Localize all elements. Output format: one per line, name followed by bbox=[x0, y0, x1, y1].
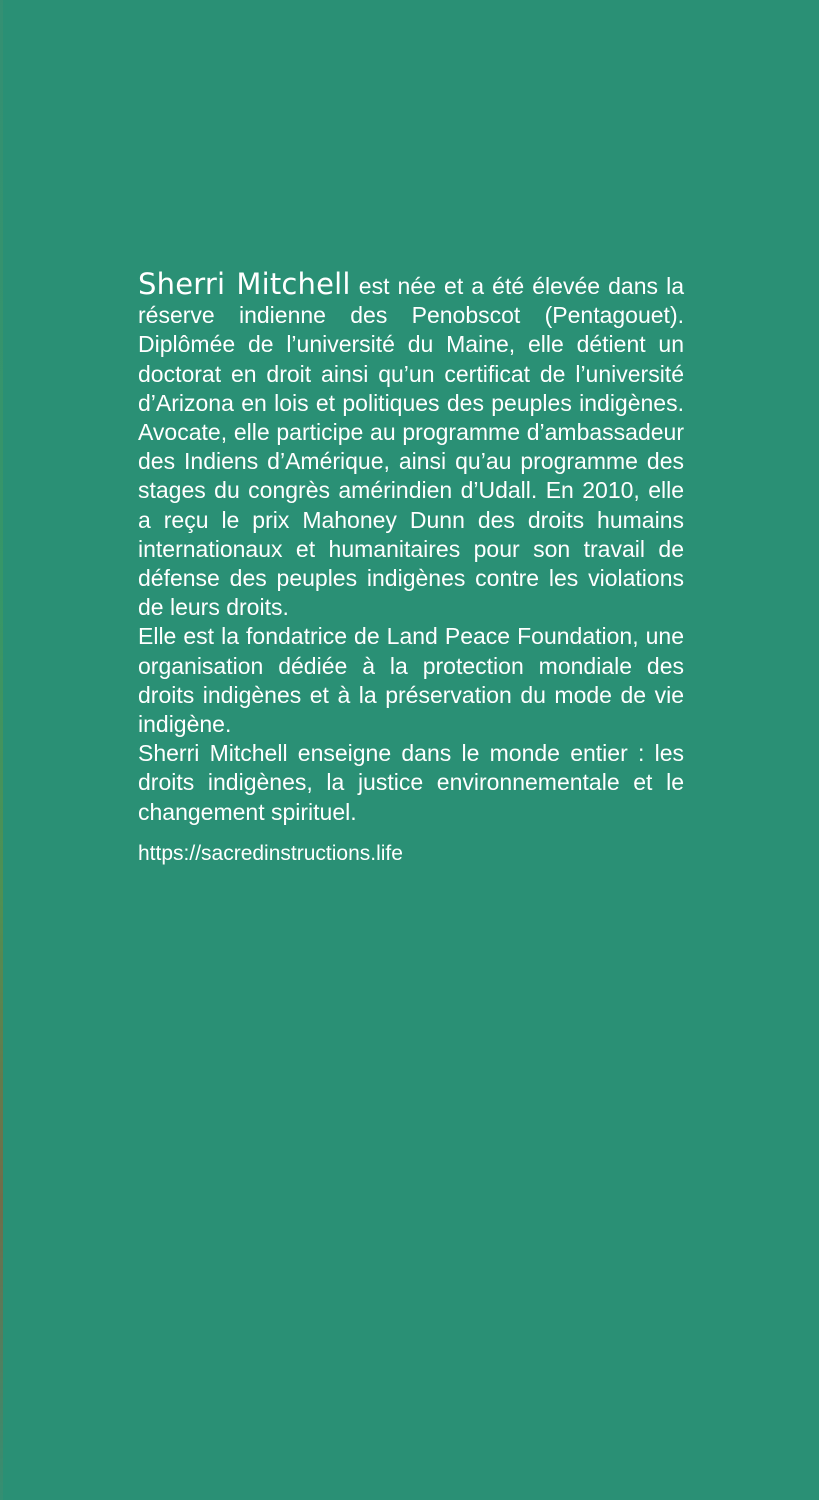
author-name: Sherri Mitchell bbox=[138, 267, 351, 301]
bio-paragraph-3: Sherri Mitchell enseigne dans le monde entier : les droits indigènes, la justice environnementale et le changement spirituel. bbox=[138, 740, 684, 825]
bio-paragraph-1-text: est née et a été élevée dans la réserve indienne des Penobscot (Pentagouet). Diplômée de l’université du Maine, elle détient un doctorat en droit ainsi qu’un certificat de l’université d’Arizona en lois et politiques des peuples indigènes. Avocate, elle participe au programme d’ambassadeur des Indiens d’Amérique, ainsi qu’au programme des stages du congrès amérindien d’Udall. En 2010, elle a reçu le prix Mahoney Dunn des droits humains internationaux et humanitaires pour son travail de défense des peuples indigènes contre les violations de leurs droits. bbox=[138, 273, 684, 621]
bio-paragraph-1 bbox=[138, 267, 684, 622]
spine-edge-strip bbox=[0, 0, 3, 1500]
website-url: https://sacredinstructions.life bbox=[138, 842, 403, 865]
author-bio bbox=[138, 267, 684, 827]
bio-paragraph-2: Elle est la fondatrice de Land Peace Foundation, une organisation dédiée à la protection mondiale des droits indigènes et à la préservation du mode de vie indigène. bbox=[138, 623, 684, 738]
